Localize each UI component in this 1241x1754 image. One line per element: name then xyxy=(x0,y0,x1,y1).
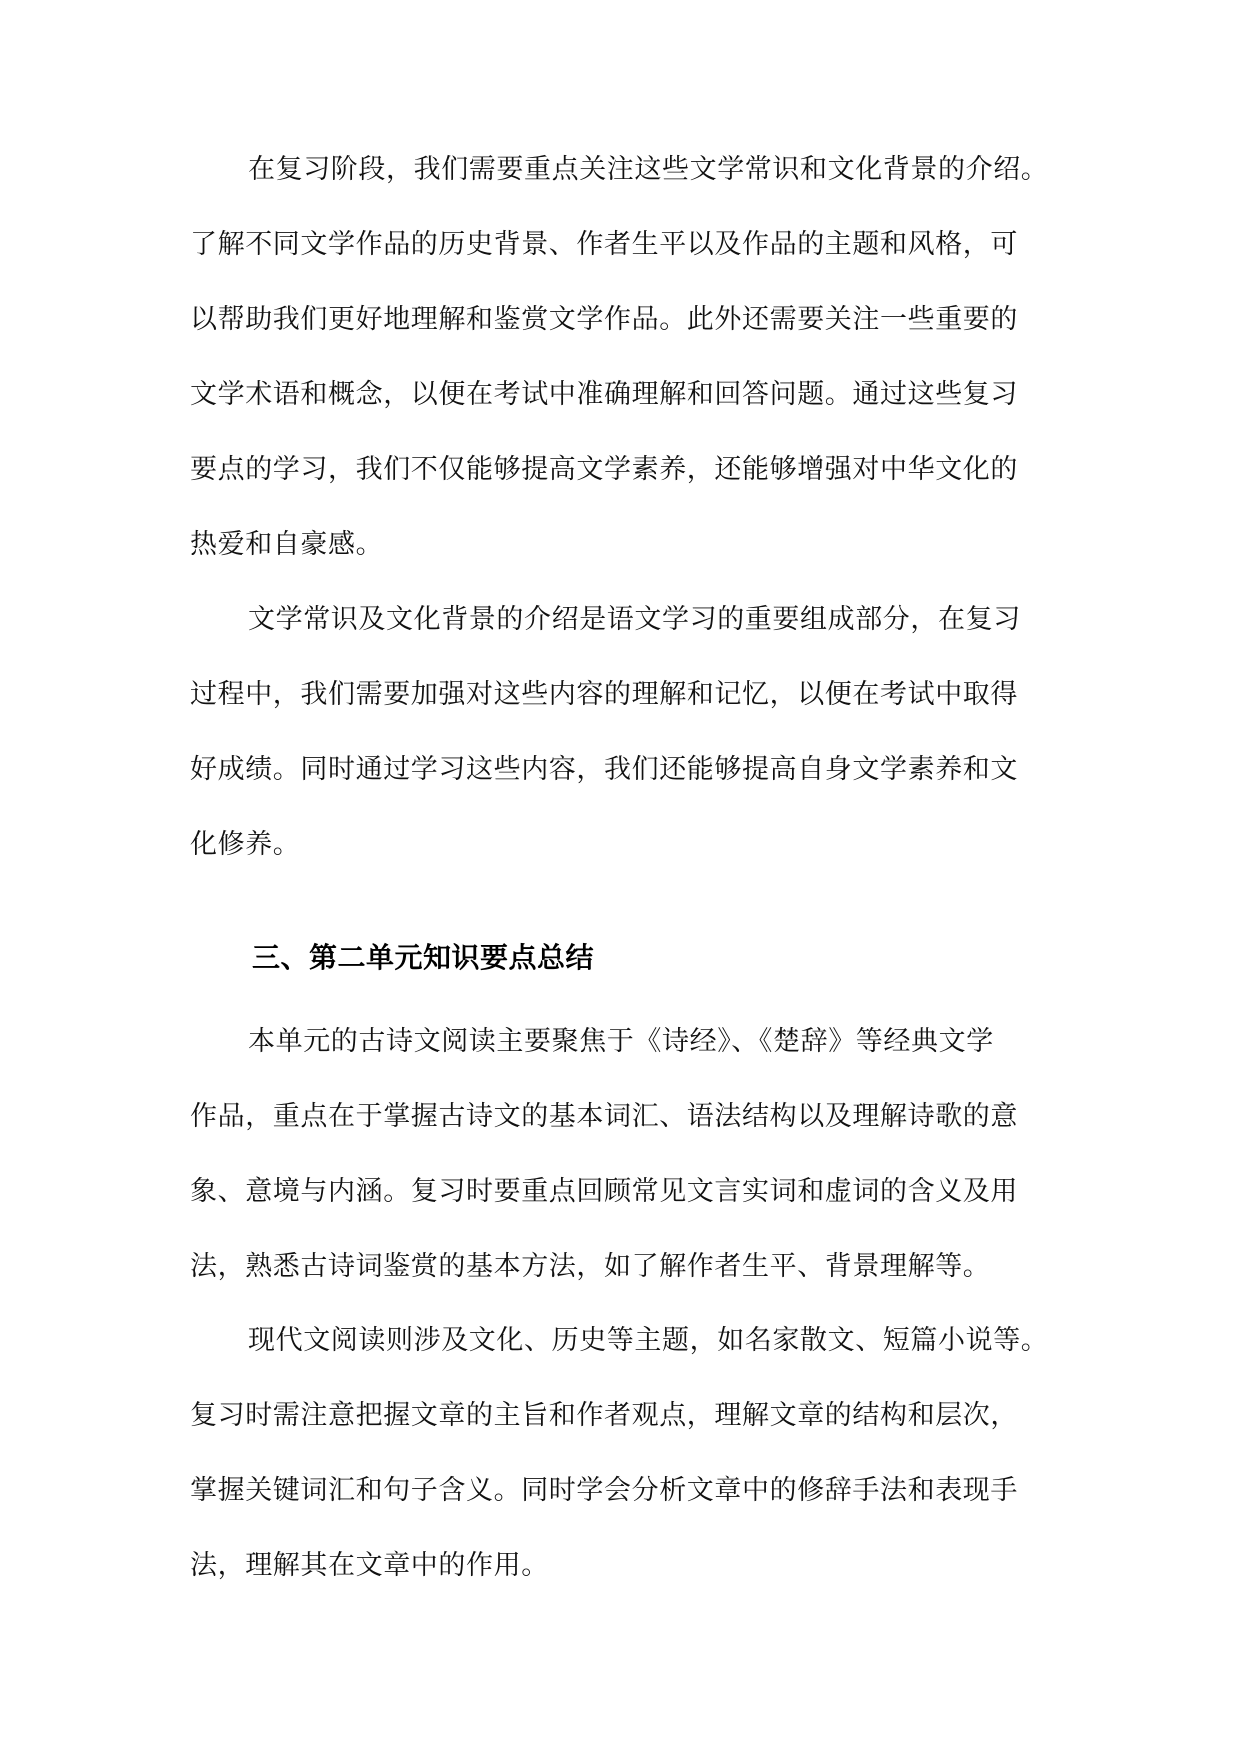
paragraph-line: 本单元的古诗文阅读主要聚焦于《诗经》、《楚辞》等经典文学 xyxy=(248,1026,994,1057)
paragraph-line: 掌握关键词汇和句子含义。同时学会分析文章中的修辞手法和表现手 xyxy=(190,1475,1018,1506)
paragraph-line: 了解不同文学作品的历史背景、作者生平以及作品的主题和风格，可 xyxy=(190,229,1018,260)
paragraph-4 xyxy=(190,1303,1050,1603)
paragraph-line: 作品，重点在于掌握古诗文的基本词汇、语法结构以及理解诗歌的意 xyxy=(190,1101,1018,1132)
paragraph-line: 法，熟悉古诗词鉴赏的基本方法，如了解作者生平、背景理解等。 xyxy=(190,1251,991,1282)
paragraph-2 xyxy=(190,582,1050,882)
paragraph-3 xyxy=(190,1004,1050,1304)
paragraph-line: 在复习阶段，我们需要重点关注这些文学常识和文化背景的介绍。 xyxy=(248,154,1049,185)
paragraph-1 xyxy=(190,132,1050,582)
paragraph-line: 文学术语和概念，以便在考试中准确理解和回答问题。通过这些复习 xyxy=(190,379,1018,410)
paragraph-line: 现代文阅读则涉及文化、历史等主题，如名家散文、短篇小说等。 xyxy=(248,1325,1049,1356)
paragraph-line: 热爱和自豪感。 xyxy=(190,529,384,560)
paragraph-line: 好成绩。同时通过学习这些内容，我们还能够提高自身文学素养和文 xyxy=(190,754,1018,785)
paragraph-line: 过程中，我们需要加强对这些内容的理解和记忆，以便在考试中取得 xyxy=(190,679,1018,710)
section-heading: 三、第二单元知识要点总结 xyxy=(252,941,595,974)
paragraph-line: 要点的学习，我们不仅能够提高文学素养，还能够增强对中华文化的 xyxy=(190,454,1018,485)
paragraph-line: 象、意境与内涵。复习时要重点回顾常见文言实词和虚词的含义及用 xyxy=(190,1176,1018,1207)
paragraph-line: 复习时需注意把握文章的主旨和作者观点，理解文章的结构和层次， xyxy=(190,1400,1018,1431)
paragraph-line: 以帮助我们更好地理解和鉴赏文学作品。此外还需要关注一些重要的 xyxy=(190,304,1018,335)
paragraph-line: 化修养。 xyxy=(190,829,301,860)
paragraph-line: 法，理解其在文章中的作用。 xyxy=(190,1550,549,1581)
paragraph-line: 文学常识及文化背景的介绍是语文学习的重要组成部分，在复习 xyxy=(248,604,1021,635)
